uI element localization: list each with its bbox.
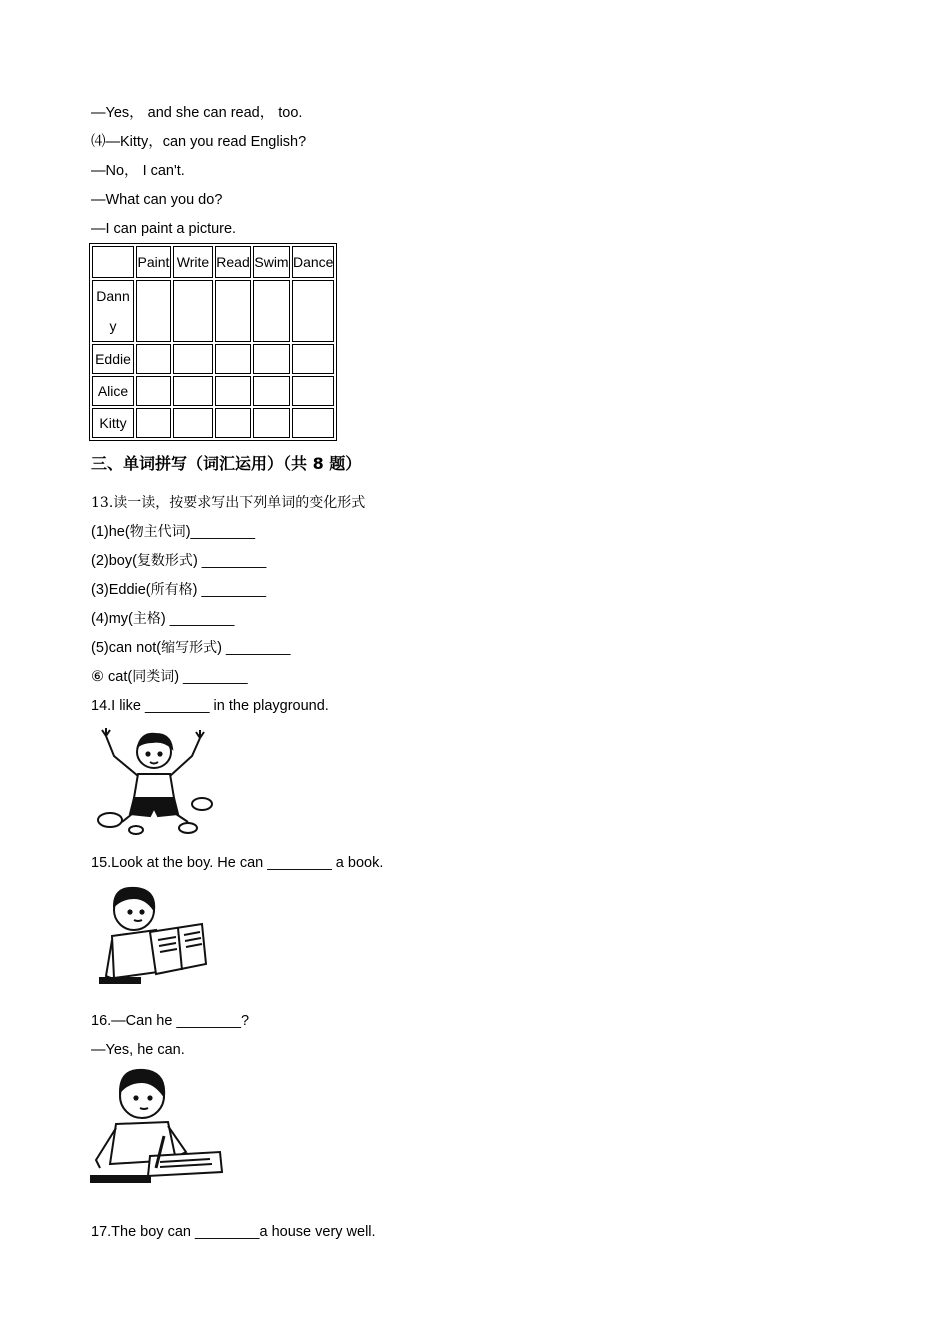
item-text: (4)my(: [91, 611, 133, 627]
question-15: 15.Look at the boy. He can ________ a book.: [91, 855, 384, 871]
table-cell: [136, 280, 171, 342]
dialogue-line-2: ⑷—Kitty，can you read English?: [91, 134, 307, 150]
table-row-name-eddie: Eddie: [92, 344, 134, 374]
item-cn: 主格: [132, 611, 161, 627]
boy-jumping-illustration: [92, 722, 217, 837]
table-cell: [173, 280, 213, 342]
question-17: 17.The boy can ________a house very well.: [91, 1224, 376, 1240]
item-text: (3)Eddie(: [91, 582, 151, 598]
table-header-write: Write: [173, 246, 213, 278]
dialogue-line-1: —Yes， and she can read， too.: [91, 105, 303, 121]
table-cell: [173, 376, 213, 406]
table-row-name-part: Dann: [96, 288, 130, 304]
dialogue-line-3: —No， I can't.: [91, 163, 185, 179]
item-blank: ) ________: [192, 582, 267, 598]
table-row: [92, 344, 334, 374]
table-header-row: [92, 246, 334, 278]
table-cell: [253, 408, 290, 438]
table-cell: [136, 376, 171, 406]
table-row-name-danny: [92, 280, 134, 342]
table-cell: [292, 408, 334, 438]
table-header-swim: Swim: [253, 246, 290, 278]
item-text: (5)can not(: [91, 640, 162, 656]
question-13-item: [91, 610, 234, 628]
table-row-name-kitty: Kitty: [92, 408, 134, 438]
table-cell: [173, 344, 213, 374]
item-cn: 复数形式: [136, 553, 193, 569]
table-header-read: Read: [215, 246, 251, 278]
table-cell: [292, 344, 334, 374]
item-cn: 缩写形式: [161, 640, 218, 656]
table-cell: [215, 408, 251, 438]
item-blank: ) ________: [160, 611, 235, 627]
item-cn: 物主代词: [129, 524, 186, 540]
table-header-blank: [92, 246, 134, 278]
item-text: (1)he(: [91, 524, 130, 540]
item-cn: 同类词: [132, 669, 175, 685]
table-cell: [253, 376, 290, 406]
question-13-item: [91, 668, 248, 686]
question-13-item: [91, 581, 266, 599]
item-blank: ) ________: [174, 669, 248, 685]
item-blank: ) ________: [217, 640, 291, 656]
table-cell: [136, 344, 171, 374]
table-row-name-alice: Alice: [92, 376, 134, 406]
table-row: [92, 376, 334, 406]
table-cell: [136, 408, 171, 438]
table-cell: [215, 344, 251, 374]
table-cell: [215, 280, 251, 342]
dialogue-line-5: —I can paint a picture.: [91, 221, 237, 237]
section-heading: 三、单词拼写（词汇运用）（共 8 题）: [91, 454, 362, 473]
dialogue-line-4: —What can you do?: [91, 192, 223, 208]
question-13-item: [91, 552, 266, 570]
table-row: [92, 280, 334, 342]
table-cell: [215, 376, 251, 406]
item-blank: )________: [185, 524, 256, 540]
ability-table: [89, 243, 337, 441]
question-13-item: [91, 639, 291, 657]
question-13-prompt: 13.读一读，按要求写出下列单词的变化形式: [91, 495, 366, 511]
question-13-item: [91, 523, 255, 541]
table-cell: [253, 344, 290, 374]
item-cn: 所有格: [150, 582, 193, 598]
item-text: (2)boy(: [91, 553, 137, 569]
question-14: 14.I like ________ in the playground.: [91, 698, 329, 714]
table-cell: [292, 280, 334, 342]
boy-writing-illustration: [90, 1064, 225, 1194]
table-cell: [253, 280, 290, 342]
table-cell: [173, 408, 213, 438]
table-row: [92, 408, 334, 438]
item-blank: ) ________: [192, 553, 267, 569]
table-row-name-part: y: [109, 318, 117, 334]
table-cell: [292, 376, 334, 406]
table-header-dance: Dance: [292, 246, 334, 278]
question-16-answer: —Yes, he can.: [91, 1042, 185, 1058]
boy-reading-book-illustration: [98, 880, 210, 985]
item-text: ⑥ cat(: [91, 669, 133, 685]
question-16: 16.—Can he ________?: [91, 1013, 250, 1029]
table-header-paint: Paint: [136, 246, 171, 278]
